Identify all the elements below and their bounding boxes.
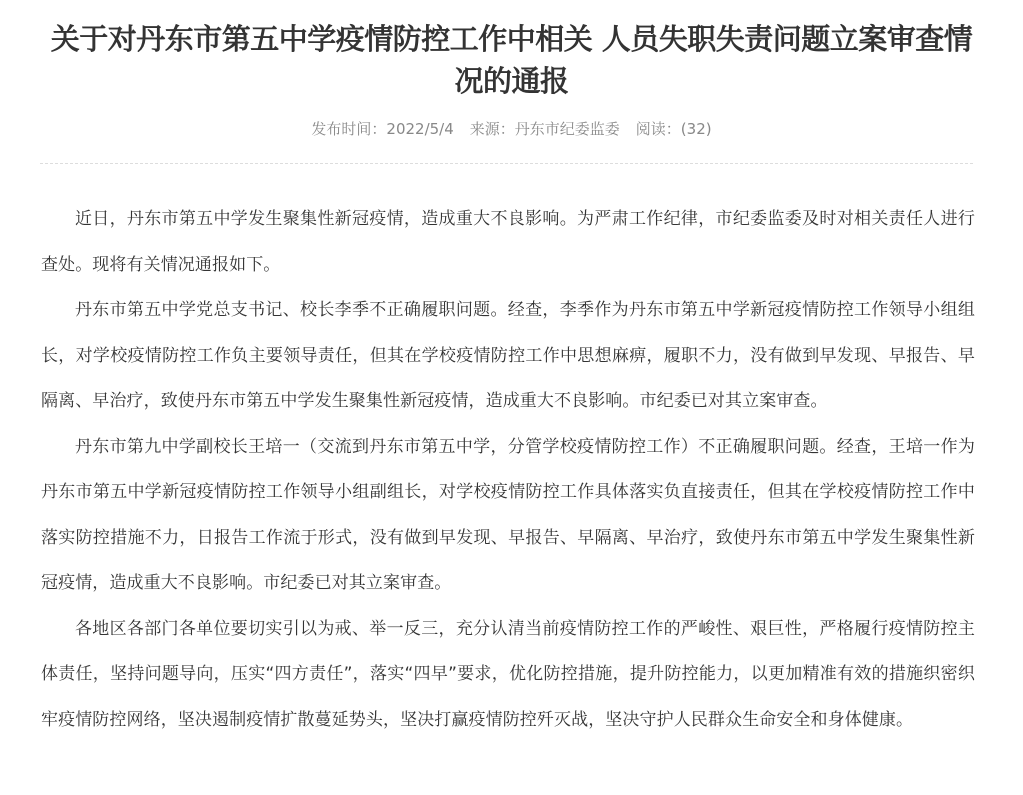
read-count: 阅读：(32) [635,120,712,138]
article-body [41,197,975,743]
paragraph: 丹东市第九中学副校长王培一（交流到丹东市第五中学，分管学校疫情防控工作）不正确履职问题。经查，王培一作为丹东市第五中学新冠疫情防控工作领导小组副组长，对学校疫情防控工作具体落实负直接责任，但其在学校疫情防控工作中落实防控措施不力，日报告工作流于形式，没有做到早发现、早报告、早隔离、早治疗，致使丹东市第五中学发生聚集性新冠疫情，造成重大不良影响。市纪委已对其立案审查。 [41,436,975,593]
paragraph: 各地区各部门各单位要切实引以为戒、举一反三，充分认清当前疫情防控工作的严峻性、艰巨性，严格履行疫情防控主体责任，坚持问题导向，压实“四方责任”，落实“四早”要求，优化防控措施，提升防控能力，以更加精准有效的措施织密织牢疫情防控网络，坚决遏制疫情扩散蔓延势头，坚决打赢疫情防控歼灭战，坚决守护人民群众生命安全和身体健康。 [41,618,975,730]
article-source: 来源：丹东市纪委监委 [469,120,620,138]
article-title: 关于对丹东市第五中学疫情防控工作中相关 人员失职失责问题立案审查情况的通报 [50,22,973,98]
paragraph: 近日，丹东市第五中学发生聚集性新冠疫情，造成重大不良影响。为严肃工作纪律，市纪委监委及时对相关责任人进行查处。现将有关情况通报如下。 [41,209,975,275]
publish-time: 发布时间：2022/5/4 [311,120,454,138]
divider [40,163,973,164]
article-meta [40,118,983,140]
paragraph: 丹东市第五中学党总支书记、校长李季不正确履职问题。经查，李季作为丹东市第五中学新冠疫情防控工作领导小组组长，对学校疫情防控工作负主要领导责任，但其在学校疫情防控工作中思想麻痹，履职不力，没有做到早发现、早报告、早隔离、早治疗，致使丹东市第五中学发生聚集性新冠疫情，造成重大不良影响。市纪委已对其立案审查。 [41,300,975,411]
